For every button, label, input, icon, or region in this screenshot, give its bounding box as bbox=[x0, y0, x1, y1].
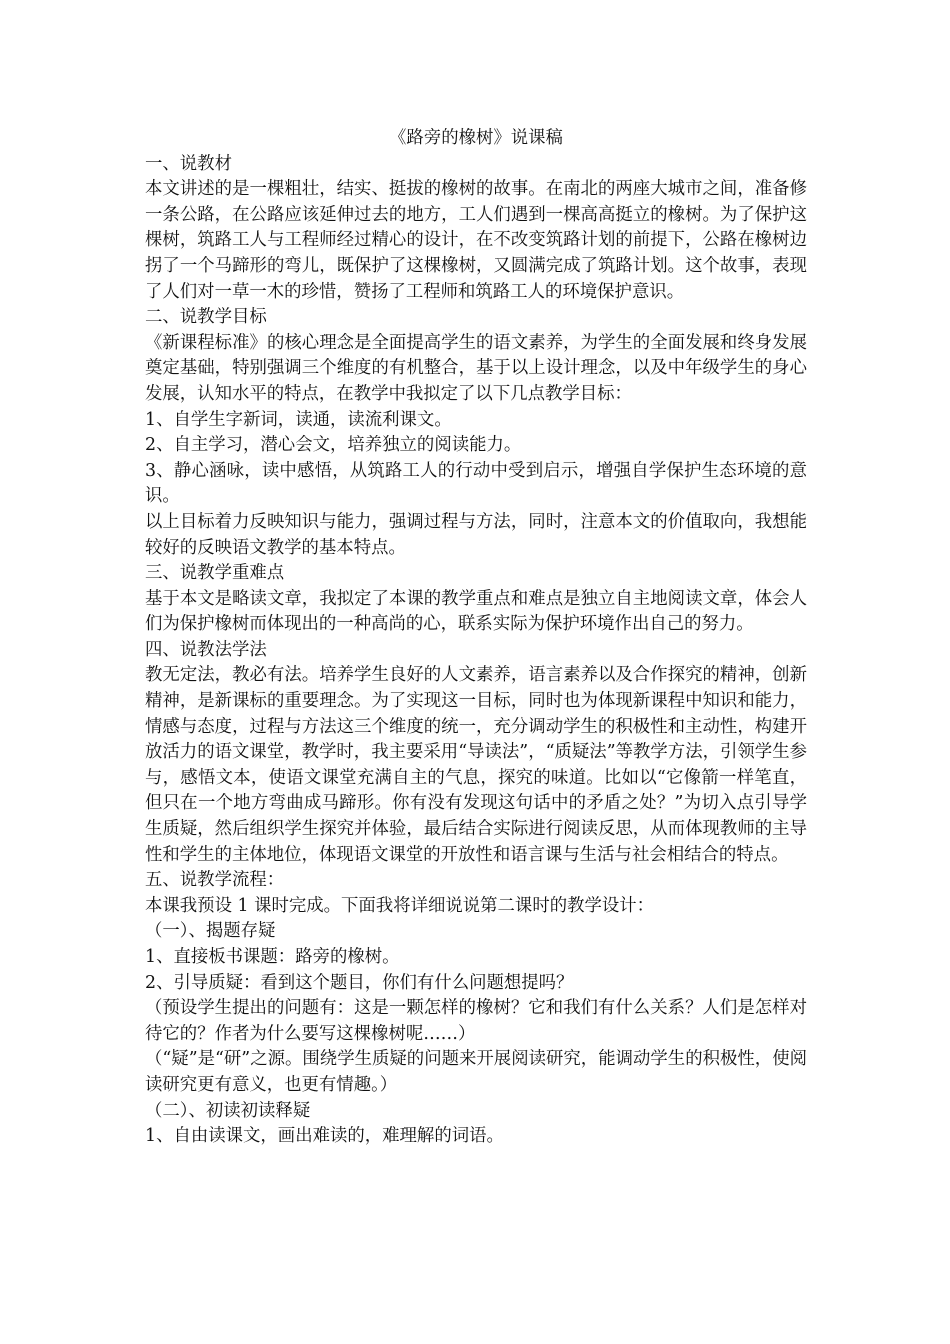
paragraph-methods: 教无定法，教必有法。培养学生良好的人文素养，语言素养以及合作探究的精神，创新精神，是新课标的重要理念。为了实现这一目标，同时也为体现新课程中知识和能力，情感与态度，过程与方法这三个维度的统一，充分调动学生的积极性和主动性，构建开放活力的语文课堂，教学时，我主要采用“导读法”，“质疑法”等教学方法，引领学生参与，感悟文本，使语文课堂充满自主的气息，探究的味道。比如以“它像箭一样笔直，但只在一个地方弯曲成马蹄形。你有没有发现这句话中的矛盾之处？”为切入点引导学生质疑，然后组织学生探究并体验，最后结合实际进行阅读反思，从而体现教师的主导性和学生的主体地位，体现语文课堂的开放性和语言课与生活与社会相结合的特点。 bbox=[145, 665, 807, 865]
paragraph-goals-intro: 《新课程标准》的核心理念是全面提高学生的语文素养，为学生的全面发展和终身发展奠定基础，特别强调三个维度的有机整合，基于以上设计理念，以及中年级学生的身心发展，认知水平的特点，在教学中我拟定了以下几点教学目标： bbox=[145, 332, 807, 404]
paragraph-textbook-summary: 本文讲述的是一棵粗壮，结实、挺拔的橡树的故事。在南北的两座大城市之间，准备修一条公路，在公路应该延伸过去的地方，工人们遇到一棵高高挺立的橡树。为了保护这棵树，筑路工人与工程师经过精心的设计，在不改变筑路计划的前提下，公路在橡树边拐了一个马蹄形的弯儿，既保护了这棵橡树，又圆满完成了筑路计划。这个故事，表现了人们对一草一木的珍惜，赞扬了工程师和筑路工人的环境保护意识。 bbox=[145, 179, 807, 302]
section-heading-methods: 四、说教法学法 bbox=[145, 639, 267, 660]
process-note-1: （预设学生提出的问题有：这是一颗怎样的橡树？它和我们有什么关系？人们是怎样对待它的？作者为什么要写这棵橡树呢……） bbox=[145, 998, 807, 1044]
goal-item-1: 1、自学生字新词，读通，读流利课文。 bbox=[145, 409, 452, 430]
section-heading-process: 五、说教学流程： bbox=[145, 870, 285, 891]
process-item-3: 1、自由读课文，画出难读的，难理解的词语。 bbox=[145, 1126, 504, 1147]
section-heading-key-points: 三、说教学重难点 bbox=[145, 563, 285, 584]
paragraph-process-intro: 本课我预设 1 课时完成。下面我将详细说说第二课时的教学设计： bbox=[145, 895, 655, 916]
goal-item-3: 3、静心涵咏，读中感悟，从筑路工人的行动中受到启示，增强自学保护生态环境的意识。 bbox=[145, 460, 807, 507]
process-item-2: 2、引导质疑：看到这个题目，你们有什么问题想提吗？ bbox=[145, 972, 574, 993]
section-heading-textbook: 一、说教材 bbox=[145, 153, 232, 174]
subsection-heading-1: （一）、揭题存疑 bbox=[145, 921, 276, 942]
paragraph-goals-summary: 以上目标着力反映知识与能力，强调过程与方法，同时，注意本文的价值取向，我想能较好的反映语文教学的基本特点。 bbox=[145, 511, 807, 558]
process-item-1: 1、直接板书课题：路旁的橡树。 bbox=[145, 947, 400, 967]
subsection-heading-2: （二）、初读初读释疑 bbox=[145, 1100, 311, 1121]
paragraph-key-points: 基于本文是略读文章，我拟定了本课的教学重点和难点是独立自主地阅读文章，体会人们为保护橡树而体现出的一种高尚的心，联系实际为保护环境作出自己的努力。 bbox=[145, 588, 807, 635]
process-note-2: （“疑”是“研”之源。围绕学生质疑的问题来开展阅读研究，能调动学生的积极性，使阅读研究更有意义，也更有情趣。） bbox=[145, 1049, 807, 1095]
document-title: 《路旁的橡树》说课稿 bbox=[389, 128, 563, 148]
document-body bbox=[145, 126, 807, 1150]
section-heading-goals: 二、说教学目标 bbox=[145, 307, 267, 328]
goal-item-2: 2、自主学习，潜心会文，培养独立的阅读能力。 bbox=[145, 435, 522, 456]
